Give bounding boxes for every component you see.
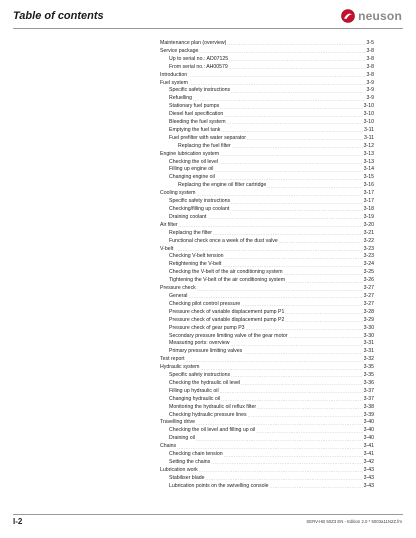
toc-entry-label: Checking V-belt tension [169,253,224,260]
toc-entry[interactable] [160,174,374,182]
toc-entry-page: 3-17 [363,190,374,197]
toc-entry-page: 3-42 [363,459,374,466]
toc-entry-label: Stabiliser blade [169,474,205,481]
toc-entry-page: 3-10 [363,119,374,126]
toc-entry-page: 3-31 [363,340,374,347]
toc-entry[interactable] [160,451,374,459]
toc-entry-page: 3-8 [366,71,374,78]
toc-entry[interactable] [160,420,374,428]
toc-entry[interactable] [160,285,374,293]
toc-entry-label: Emptying the fuel tank [169,126,221,133]
toc-entry[interactable] [160,483,374,491]
toc-entry[interactable] [160,435,374,443]
toc-entry-page: 3-10 [363,103,374,110]
toc-entry[interactable] [160,475,374,483]
toc-entry-page: 3-39 [363,411,374,418]
toc-entry[interactable] [160,56,374,64]
toc-entry[interactable] [160,87,374,95]
toc-entry-page: 3-40 [363,427,374,434]
toc-entry-label: Stationary fuel pumps [169,103,220,110]
toc-entry[interactable] [160,238,374,246]
toc-entry[interactable] [160,95,374,103]
toc-entry[interactable] [160,340,374,348]
toc-leader-dots [188,73,365,80]
toc-leader-dots [231,342,363,349]
toc-entry-page: 3-31 [363,348,374,355]
toc-leader-dots [231,200,362,207]
toc-leader-dots [286,279,363,286]
toc-entry-page: 3-43 [363,474,374,481]
toc-entry-label: Measuring ports: overview [169,340,230,347]
toc-entry[interactable] [160,261,374,269]
toc-entry[interactable] [160,222,374,230]
toc-leader-dots [289,334,363,341]
toc-leader-dots [224,113,362,120]
toc-leader-dots [214,168,362,175]
toc-entry-label: General [169,292,188,299]
toc-entry[interactable] [160,333,374,341]
toc-entry-label: Functional check once a week of the dust valve [169,237,278,244]
toc-leader-dots [229,65,366,72]
toc-leader-dots [220,105,362,112]
toc-entry-label: V-belt [160,245,174,252]
toc-entry-label: From serial no.: AH00579 [169,63,228,70]
toc-entry-label: Hydraulic system [160,364,200,371]
toc-entry-page: 3-36 [363,379,374,386]
toc-leader-dots [257,405,363,412]
toc-entry[interactable] [160,325,374,333]
toc-entry-label: Filling up hydraulic oil [169,387,219,394]
toc-entry[interactable] [160,167,374,175]
toc-entry-label: Maintenance plan (overview) [160,39,227,46]
toc-entry-page: 3-17 [363,198,374,205]
toc-entry-page: 3-8 [366,55,374,62]
toc-leader-dots [208,215,363,222]
toc-entry-page: 3-26 [363,277,374,284]
page-title: Table of contents [13,10,104,22]
toc-entry-page: 3-43 [363,482,374,489]
toc-entry[interactable] [160,159,374,167]
toc-entry[interactable] [160,246,374,254]
toc-entry-page: 3-28 [363,308,374,315]
toc-entry-label: Changing engine oil [169,174,215,181]
toc-leader-dots [285,310,362,317]
toc-entry[interactable] [160,427,374,435]
toc-leader-dots [267,184,362,191]
toc-entry-page: 3-32 [363,356,374,363]
toc-entry[interactable] [160,269,374,277]
toc-entry-label: Checking the oil level [169,158,219,165]
toc-entry[interactable] [160,151,374,159]
toc-entry-label: Pressure check [160,285,196,292]
toc-leader-dots [256,429,362,436]
toc-entry-label: Fuel prefilter with water separator [169,134,246,141]
toc-entry-label: Replacing the filter [169,229,212,236]
toc-entry-page: 3-41 [363,443,374,450]
toc-entry-page: 3-16 [363,182,374,189]
toc-entry-label: Diesel fuel specification [169,111,224,118]
toc-entry-label: Fuel system [160,79,188,86]
toc-entry-label: Checking the V-belt of the air conditioning system [169,269,283,276]
toc-entry-page: 3-5 [366,39,374,46]
toc-entry-label: Tightening the V-belt of the air conditioning system [169,277,286,284]
toc-entry-label: Checking the oil level and filling up oil [169,427,256,434]
toc-leader-dots [219,160,363,167]
toc-entry-page: 3-15 [363,174,374,181]
toc-entry-page: 3-27 [363,300,374,307]
toc-leader-dots [220,389,363,396]
toc-entry[interactable] [160,277,374,285]
toc-entry-label: Bleeding the fuel system [169,119,226,126]
toc-entry[interactable] [160,103,374,111]
toc-entry-label: Retightening the V-belt [169,261,222,268]
toc-entry-label: Changing hydraulic oil [169,395,221,402]
toc-entry-page: 3-35 [363,364,374,371]
toc-entry[interactable] [160,182,374,190]
toc-entry[interactable] [160,404,374,412]
toc-entry-page: 3-40 [363,435,374,442]
toc-entry[interactable] [160,111,374,119]
toc-entry-page: 3-8 [366,63,374,70]
toc-entry-page: 3-22 [363,237,374,244]
toc-entry-page: 3-8 [366,47,374,54]
toc-entry-label: Setting the chains [169,459,211,466]
toc-entry[interactable] [160,40,374,48]
toc-entry[interactable] [160,356,374,364]
toc-entry-page: 3-10 [363,111,374,118]
toc-entry-label: Monitoring the hydraulic oil reflux filter [169,403,257,410]
toc-entry-page: 3-14 [363,166,374,173]
toc-leader-dots [241,381,362,388]
toc-entry-label: Specific safety instructions [169,372,231,379]
toc-entry[interactable] [160,127,374,135]
toc-leader-dots [284,271,363,278]
toc-leader-dots [211,460,362,467]
toc-leader-dots [227,120,363,127]
toc-entry-page: 3-27 [363,285,374,292]
toc-entry[interactable] [160,443,374,451]
toc-entry-page: 3-19 [363,213,374,220]
neuson-logo-icon [341,9,355,23]
toc-entry[interactable] [160,135,374,143]
toc-entry-label: Secondary pressure limiting valve of the gear motor [169,332,288,339]
toc-entry-label: Replacing the engine oil filter cartridge [178,182,267,189]
toc-entry-label: Cooling system [160,190,196,197]
toc-entry[interactable] [160,372,374,380]
toc-entry[interactable] [160,143,374,151]
header-divider [13,28,403,29]
toc-entry-label: Chains [160,443,177,450]
toc-entry-label: Draining coolant [169,213,207,220]
toc-entry-page: 3-23 [363,245,374,252]
brand-name: neuson [358,9,402,23]
toc-entry-page: 3-30 [363,324,374,331]
toc-entry-label: Checking chain tension [169,451,223,458]
toc-entry-label: Air filter [160,221,178,228]
toc-entry-label: Pressure check of variable displacement pump P1 [169,308,285,315]
toc-entry[interactable] [160,293,374,301]
table-of-contents [160,40,374,491]
toc-entry-page: 3-25 [363,269,374,276]
toc-entry-page: 3-9 [366,95,374,102]
toc-entry[interactable] [160,380,374,388]
toc-leader-dots [247,136,363,143]
toc-entry-label: Lubrication points on the swivelling console [169,482,269,489]
toc-entry-label: Filling up engine oil [169,166,214,173]
toc-leader-dots [197,287,363,294]
toc-entry[interactable] [160,309,374,317]
toc-entry-page: 3-18 [363,206,374,213]
toc-leader-dots [224,453,363,460]
toc-entry-page: 3-27 [363,292,374,299]
toc-entry-label: Draining oil [169,435,195,442]
toc-entry-label: Test report [160,356,185,363]
toc-leader-dots [196,437,363,444]
toc-entry-label: Service package [160,47,199,54]
toc-entry-label: Checking pilot control pressure [169,300,241,307]
toc-entry[interactable] [160,198,374,206]
toc-entry-page: 3-11 [364,134,374,141]
toc-entry-label: Checking the hydraulic oil level [169,379,241,386]
toc-leader-dots [231,373,362,380]
toc-entry[interactable] [160,301,374,309]
toc-entry-page: 3-43 [363,466,374,473]
toc-leader-dots [186,358,363,365]
toc-entry-label: Refuelling [169,95,193,102]
toc-leader-dots [231,89,365,96]
toc-leader-dots [227,41,365,48]
toc-entry[interactable] [160,230,374,238]
toc-entry[interactable] [160,388,374,396]
toc-entry-page: 3-23 [363,253,374,260]
toc-entry-page: 3-38 [363,403,374,410]
toc-leader-dots [230,207,362,214]
page-number: I-2 [13,517,23,526]
toc-entry[interactable] [160,80,374,88]
document-reference: SERV-HB 50Z3 EN - Edition 2.0 * 5003a11N2Z.fm [306,519,402,524]
toc-entry-label: Lubrication work [160,466,198,473]
toc-leader-dots [243,350,362,357]
toc-entry-page: 3-21 [363,229,374,236]
toc-entry-page: 3-41 [363,451,374,458]
toc-leader-dots [225,255,363,262]
toc-entry-label: Specific safety instructions [169,87,231,94]
footer-divider [13,514,403,515]
toc-entry[interactable] [160,396,374,404]
toc-entry[interactable] [160,214,374,222]
toc-entry-label: Engine lubrication system [160,150,220,157]
toc-leader-dots [229,57,365,64]
toc-leader-dots [248,413,363,420]
toc-entry-label: Checking/filling up coolant [169,206,230,213]
toc-entry[interactable] [160,317,374,325]
toc-entry-page: 3-40 [363,419,374,426]
toc-entry-page: 3-37 [363,395,374,402]
toc-entry[interactable] [160,348,374,356]
toc-entry-page: 3-20 [363,221,374,228]
toc-entry[interactable] [160,364,374,372]
toc-leader-dots [279,239,363,246]
toc-entry[interactable] [160,119,374,127]
toc-entry[interactable] [160,253,374,261]
toc-entry-page: 3-12 [363,142,374,149]
toc-entry[interactable] [160,64,374,72]
toc-entry-label: Primary pressure limiting valves [169,348,243,355]
toc-leader-dots [199,468,363,475]
toc-entry-label: Checking hydraulic pressure lines [169,411,247,418]
toc-entry-page: 3-13 [363,150,374,157]
toc-entry-page: 3-35 [363,372,374,379]
toc-entry[interactable] [160,412,374,420]
toc-entry-label: Specific safety instructions [169,198,231,205]
toc-leader-dots [270,484,363,491]
toc-entry-page: 3-9 [366,79,374,86]
toc-entry[interactable] [160,467,374,475]
toc-entry-page: 3-24 [363,261,374,268]
toc-leader-dots [285,318,362,325]
toc-entry-label: Up to serial no.: AD07125 [169,55,229,62]
toc-entry-label: Travelling drive [160,419,195,426]
toc-entry[interactable] [160,72,374,80]
toc-entry-label: Replacing the fuel filter [178,142,231,149]
toc-entry[interactable] [160,48,374,56]
toc-leader-dots [220,152,363,159]
toc-entry[interactable] [160,206,374,214]
toc-entry-page: 3-29 [363,316,374,323]
toc-entry-label: Pressure check of gear pump P3 [169,324,245,331]
page-header [0,0,416,32]
toc-entry[interactable] [160,459,374,467]
toc-entry-page: 3-30 [363,332,374,339]
toc-entry-page: 3-9 [366,87,374,94]
toc-entry-page: 3-13 [363,158,374,165]
toc-entry-page: 3-11 [364,126,374,133]
brand [341,9,402,23]
toc-entry-label: Introduction [160,71,188,78]
toc-entry-page: 3-37 [363,387,374,394]
toc-entry-label: Pressure check of variable displacement pump P2 [169,316,285,323]
toc-entry[interactable] [160,190,374,198]
toc-leader-dots [232,144,363,151]
